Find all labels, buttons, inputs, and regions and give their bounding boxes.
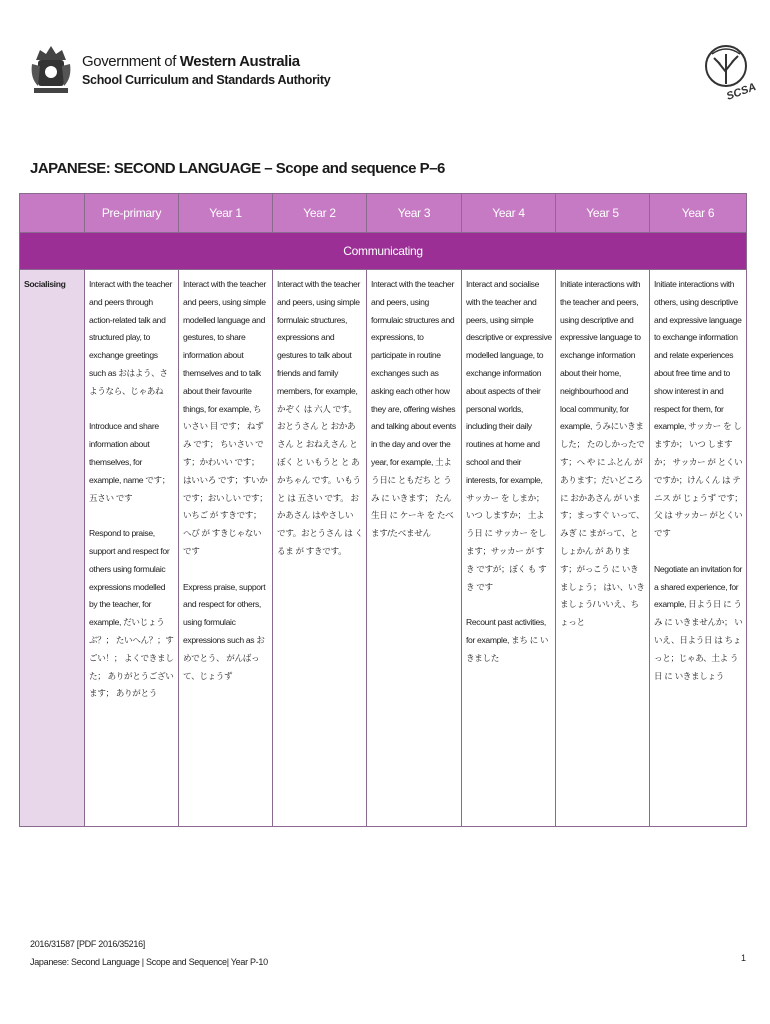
year-header: Year 1: [179, 194, 273, 233]
scsa-tree-logo-icon: [702, 40, 758, 110]
content-paragraph: Recount past activities, for example, まち に いきました: [466, 617, 549, 663]
corner-cell: [20, 194, 85, 233]
content-cell: [556, 270, 650, 827]
year-header: Year 2: [273, 194, 367, 233]
year-header: Pre-primary: [85, 194, 179, 233]
content-paragraph: Interact with the teacher and peers, using simple modelled language and gestures, to share information about themselves and to talk about their favourite things, for example, ちいさい 目 です； ねずみ です； ちいさい です；かわいい です； はいいろ です；すいか です；おいしい です； いちご が すきです； へび が すきじゃない です: [183, 279, 268, 556]
section-heading: Communicating: [20, 233, 747, 270]
scsa-logo-text: SCSA: [724, 81, 758, 103]
content-paragraph: Interact with the teacher and peers through action-related talk and structured play, to exchange greetings such as おはよう、さようなら、じゃあね: [89, 279, 172, 396]
content-cell: [367, 270, 462, 827]
government-name: [82, 52, 330, 89]
year-header: Year 3: [367, 194, 462, 233]
strand-label: Socialising: [20, 270, 85, 827]
document-name: Japanese: Second Language | Scope and Sequence| Year P-10: [30, 957, 268, 967]
gov-state: Western Australia: [179, 53, 300, 70]
content-cell: [85, 270, 179, 827]
content-paragraph: Interact and socialise with the teacher and peers, using simple descriptive or expressive modelled language, to exchange information about aspects of their personal worlds, including their daily routines at home and school and their interests, for example, サッカー を しまか； いつ しますか； 土よう日 に サッカー をします；サッカー が すき ですが；ぼく も すき です: [466, 279, 552, 592]
content-cell: [179, 270, 273, 827]
authority-name: School Curriculum and Standards Authority: [82, 73, 331, 87]
document-header: [30, 40, 758, 120]
strand-row: [20, 270, 747, 827]
content-cell: [462, 270, 556, 827]
year-header: Year 6: [650, 194, 747, 233]
page-number: 1: [740, 953, 746, 963]
section-row: [20, 233, 747, 270]
content-paragraph: Introduce and share information about themselves, for example, name です； 五さい です: [89, 421, 170, 503]
year-header-row: [20, 194, 747, 233]
content-paragraph: Initiate interactions with others, using descriptive and expressive language to exchange information and relate experiences about free time and to show interest in and respect for them, for example, サッカー を しますか； いつ しますか； サッカー が とくい ですか；けんくん は テニス が じょうず です；父 は サッカー がとくい です: [654, 279, 743, 539]
content-cell: [650, 270, 747, 827]
document-footer: [30, 935, 268, 971]
content-cell: [273, 270, 367, 827]
year-header: Year 5: [556, 194, 650, 233]
content-paragraph: Interact with the teacher and peers, using simple formulaic structures, expressions and gestures to talk about friends and family members, for example, かぞく は 六人 です。 おとうさん と おかあさん と おねえさん と ぼく と いもうと と あかちゃん です。いもうと は 五さい です。 おかあさん はやさしい です。おとうさん は くるま が すきです。: [277, 279, 363, 556]
content-paragraph: Initiate interactions with the teacher and peers, using descriptive and expressive language to exchange information about their home, neighbourhood and local community, for example, うみにいきました； たのしかったです；へ や に ふとん が あります；だいどころ に おかあさん が います；まっすぐ いって、みぎ に まがって、としょかん が あります；がっこう に いきましょう； はい、いきましょう/ いいえ、ちょっと: [560, 279, 645, 628]
year-header: Year 4: [462, 194, 556, 233]
document-code: 2016/31587 [PDF 2016/35216]: [30, 939, 145, 949]
content-paragraph: Respond to praise, support and respect for others using formulaic expressions modelled by the teacher, for example, だいじょうぶ？； たいへん？；すごい！； よくできました； ありがとうございます； ありがとう: [89, 528, 174, 699]
content-paragraph: Interact with the teacher and peers, using formulaic structures and expressions, to participate in routine exchanges such as asking each other how they are, offering wishes and talking about events in the day and over the year, for example, 土よう日に ともだち と うみ に いきます； たん生日 に ケーキ を たべます/たべません: [371, 279, 456, 539]
content-paragraph: Negotiate an invitation for a shared experience, for example, 日よう日 に うみ に いきませんか； いいえ、日よう日 は ちょっと；じゃあ、土よ う日 に いきましょう: [654, 563, 743, 681]
scope-sequence-table: [19, 193, 747, 827]
gov-prefix: Government of: [82, 53, 180, 70]
wa-coat-of-arms-icon: [30, 42, 72, 98]
page-title: JAPANESE: SECOND LANGUAGE – Scope and sequence P–6: [30, 160, 445, 177]
content-paragraph: Express praise, support and respect for others, using formulaic expressions such as おめでとう、 がんばって、じょうず: [183, 581, 266, 681]
